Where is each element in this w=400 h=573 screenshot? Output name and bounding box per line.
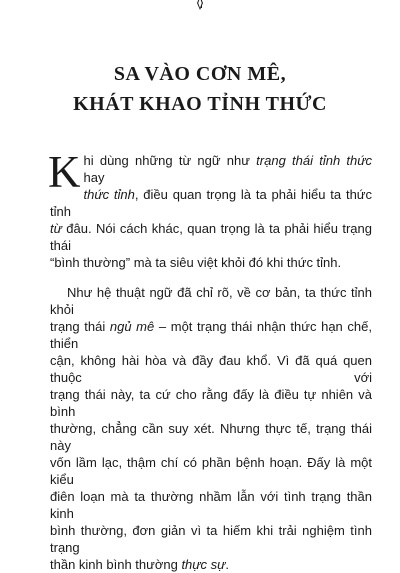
text-line: điên loạn mà ta thường nhầm lẫn với tình trạng thần kinh: [50, 489, 372, 521]
body-text: [48, 147, 373, 573]
drop-cap: K: [48, 147, 81, 197]
text-line: hi dùng những từ ngữ như trạng thái tỉnh thức hay: [83, 153, 372, 185]
text-line: trạng thái ngủ mê – một trạng thái nhận thức hạn chế, thiển: [50, 319, 372, 351]
text-line: từ đâu. Nói cách khác, quan trọng là ta phải hiểu trạng thái: [50, 221, 372, 253]
paragraph-1: [48, 147, 373, 271]
text-line: thường, chẳng cần suy xét. Nhưng thực tế, trạng thái này: [50, 421, 372, 453]
text-line: thức tỉnh, điều quan trọng là ta phải hiểu ta thức tỉnh: [50, 187, 373, 219]
text-line: vốn lầm lạc, thậm chí có phần bệnh hoạn. Đấy là một kiểu: [50, 455, 372, 487]
text-line: Như hệ thuật ngữ đã chỉ rõ, về cơ bản, ta thức tỉnh khỏi: [50, 285, 372, 317]
text-line: “bình thường” mà ta siêu việt khỏi đó khi thức tỉnh.: [50, 255, 342, 270]
text-line: cận, không hài hòa và đầy đau khổ. Vì đã quá quen thuộc với: [50, 353, 372, 385]
chapter-title-line-2: KHÁT KHAO TỈNH THỨC: [73, 93, 327, 115]
text-line: trạng thái này, ta cứ cho rằng đấy là điều tự nhiên và bình: [50, 387, 372, 419]
chapter-title-line-1: SA VÀO CƠN MÊ,: [113, 63, 287, 85]
text-line: bình thường, đơn giản vì ta hiếm khi trải nghiệm tình trạng: [50, 523, 372, 555]
text-line: thần kinh bình thường thực sự.: [50, 557, 229, 572]
chapter-ornament-icon: [189, 0, 211, 14]
paragraph-2: [50, 284, 372, 573]
